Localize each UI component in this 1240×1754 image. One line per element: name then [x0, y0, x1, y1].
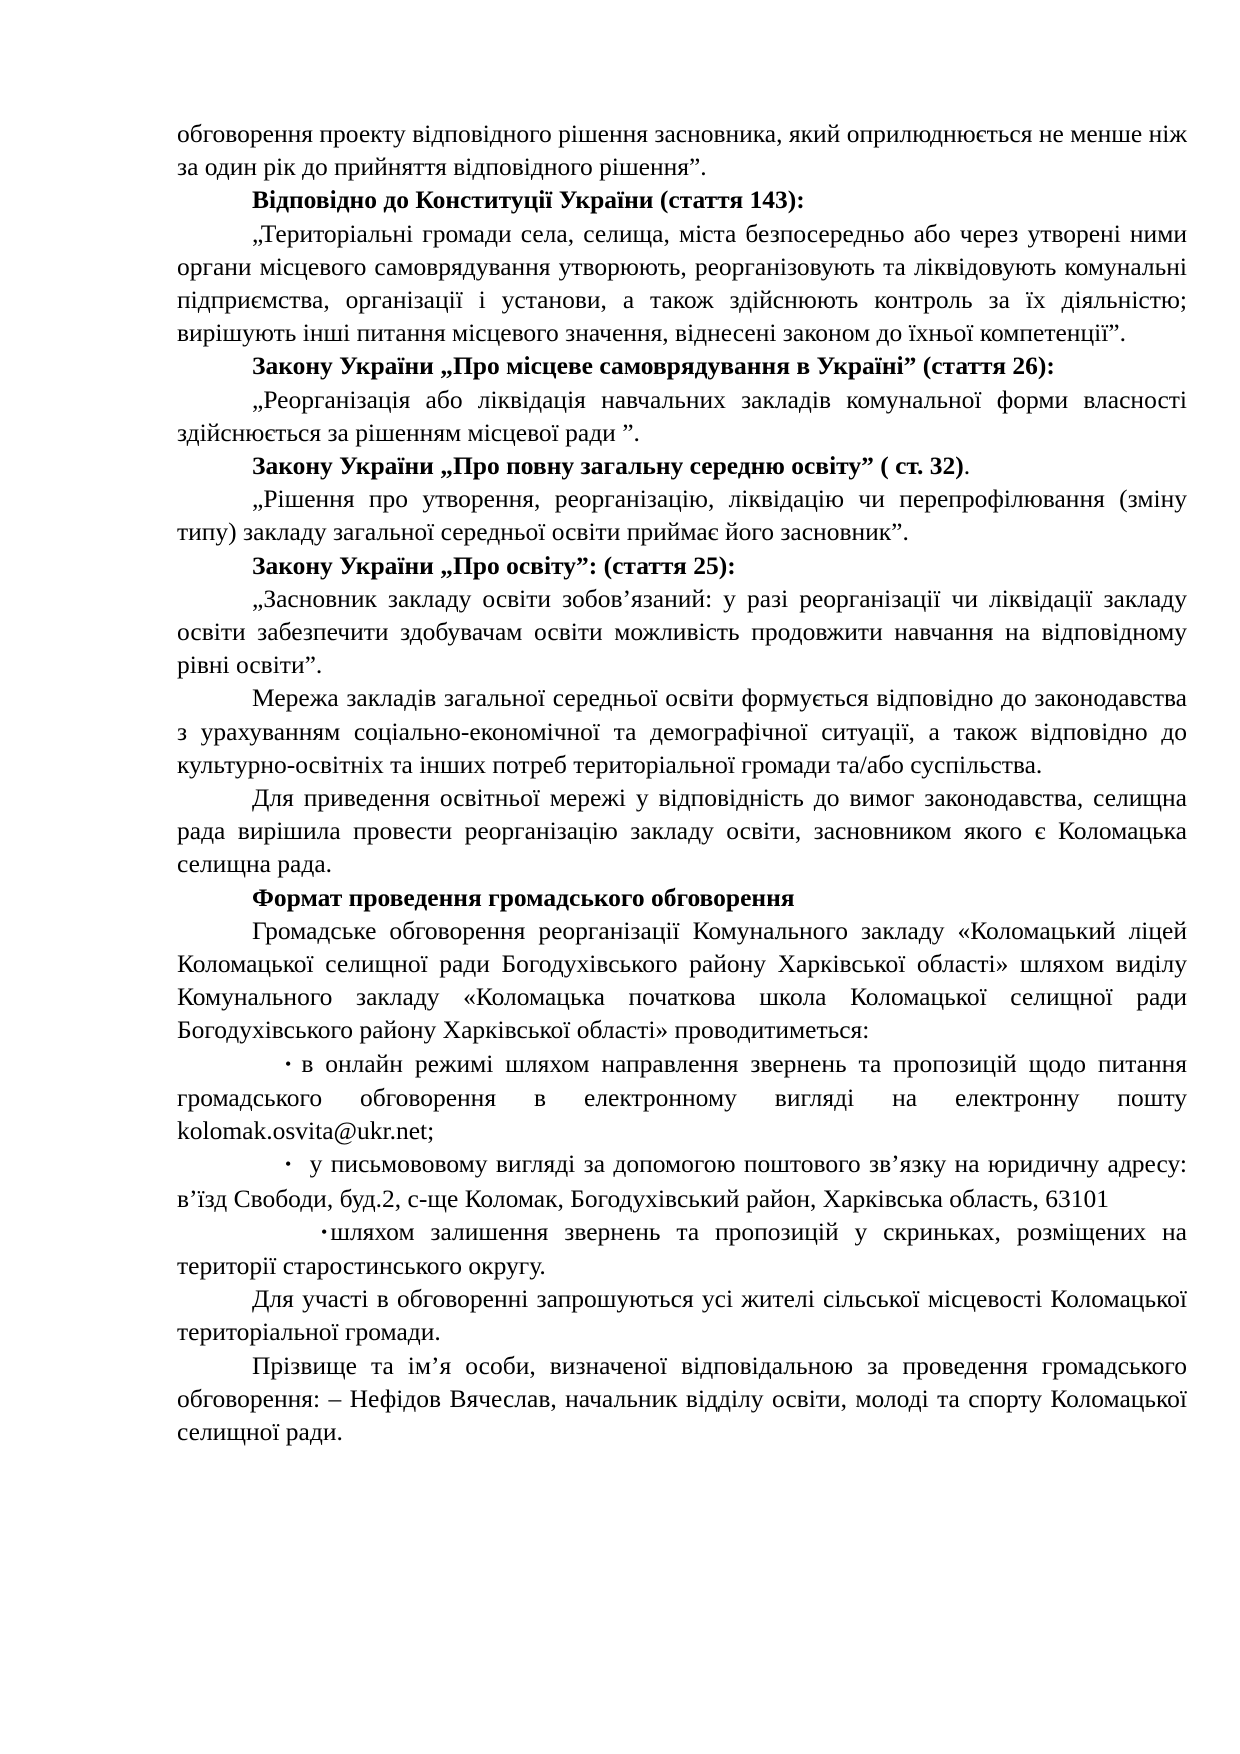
- paragraph-reorganization-decision: Для приведення освітньої мережі у відповідність до вимог законодавства, селищна рада вирішила провести реорганізацію закладу освіти, засновником якого є Коломацька селищна рада.: [177, 783, 1187, 879]
- list-item-postal: [177, 1147, 1187, 1214]
- heading-education-law: Закону України „Про освіту”: (стаття 25):: [252, 550, 736, 580]
- heading-self-government-law: Закону України „Про місцеве самоврядування в Україні” (стаття 26):: [252, 351, 1055, 381]
- list-item-boxes-text: шляхом залишення звернень та пропозицій у скриньках, розміщених на території старостинського округу.: [177, 1216, 1187, 1280]
- bullet-icon: •: [285, 1154, 292, 1175]
- paragraph-intro-continuation: обговорення проекту відповідного рішення засновника, який оприлюднюється не менше ніж за один рік до прийняття відповідного рішення”.: [177, 119, 1187, 182]
- heading-discussion-format: Формат проведення громадського обговорення: [252, 882, 795, 912]
- list-item-boxes: [177, 1215, 1187, 1282]
- heading-secondary-education-law: [177, 449, 1187, 482]
- heading-constitution: Відповідно до Конституції України (стаття 143):: [252, 185, 805, 215]
- bullet-icon: •: [321, 1221, 328, 1242]
- bullet-icon: •: [285, 1053, 292, 1074]
- quote-secondary-education-law: „Рішення про утворення, реорганізацію, ліквідацію чи перепрофілювання (зміну типу) закладу загальної середньої освіти приймає його засновник”.: [177, 484, 1187, 547]
- quote-constitution: „Територіальні громади села, селища, міста безпосередньо або через утворені ними органи місцевого самоврядування утворюють, реорганізовують та ліквідовують комунальні підприємства, організації і установи, а також здійснюють контроль за їх діяльністю; вирішують інші питання місцевого значення, віднесені законом до їхньої компетенції”.: [177, 218, 1187, 348]
- paragraph-participants: Для участі в обговоренні запрошуються усі жителі сільської місцевості Коломацької територіальної громади.: [177, 1284, 1187, 1347]
- paragraph-network: Мережа закладів загальної середньої освіти формується відповідно до законодавства з урахуванням соціально-економічної та демографічної ситуації, а також відповідно до культурно-освітніх та інших потреб територіальної громади та/або суспільства.: [177, 683, 1187, 779]
- quote-self-government-law: „Реорганізація або ліквідація навчальних закладів комунальної форми власності здійснюється за рішенням місцевої ради ”.: [177, 384, 1187, 447]
- heading-secondary-education-law-tail: .: [963, 451, 971, 481]
- paragraph-discussion-format: Громадське обговорення реорганізації Комунального закладу «Коломацький ліцей Коломацької селищної ради Богодухівського району Харківської області» шляхом виділу Комунального закладу «Коломацька початкова школа Коломацької селищної ради Богодухівського району Харківської області» проводитиметься:: [177, 915, 1187, 1045]
- list-item-online: [177, 1047, 1187, 1148]
- heading-secondary-education-law-title: Закону України „Про повну загальну середню освіту” ( ст. 32): [252, 451, 964, 481]
- document-page: [177, 117, 1187, 1448]
- list-item-online-text: в онлайн режимі шляхом направлення звернень та пропозицій щодо питання громадського обговорення в електронному вигляді на електронну пошту kolomak.osvita@ukr.net;: [177, 1048, 1187, 1146]
- quote-education-law: „Засновник закладу освіти зобов’язаний: у разі реорганізації чи ліквідації закладу освіти забезпечити здобувачам освіти можливість продовжити навчання на відповідному рівні освіти”.: [177, 583, 1187, 680]
- paragraph-responsible-person: Прізвище та ім’я особи, визначеної відповідальною за проведення громадського обговорення: – Нефідов Вячеслав, начальник відділу освіти, молоді та спорту Коломацької селищної ради.: [177, 1350, 1187, 1446]
- list-item-postal-text: у письмововому вигляді за допомогою поштового зв’язку на юридичну адресу: в’їзд Свободи, буд.2, с-ще Коломак, Богодухівський район, Харківська область, 63101: [177, 1149, 1187, 1213]
